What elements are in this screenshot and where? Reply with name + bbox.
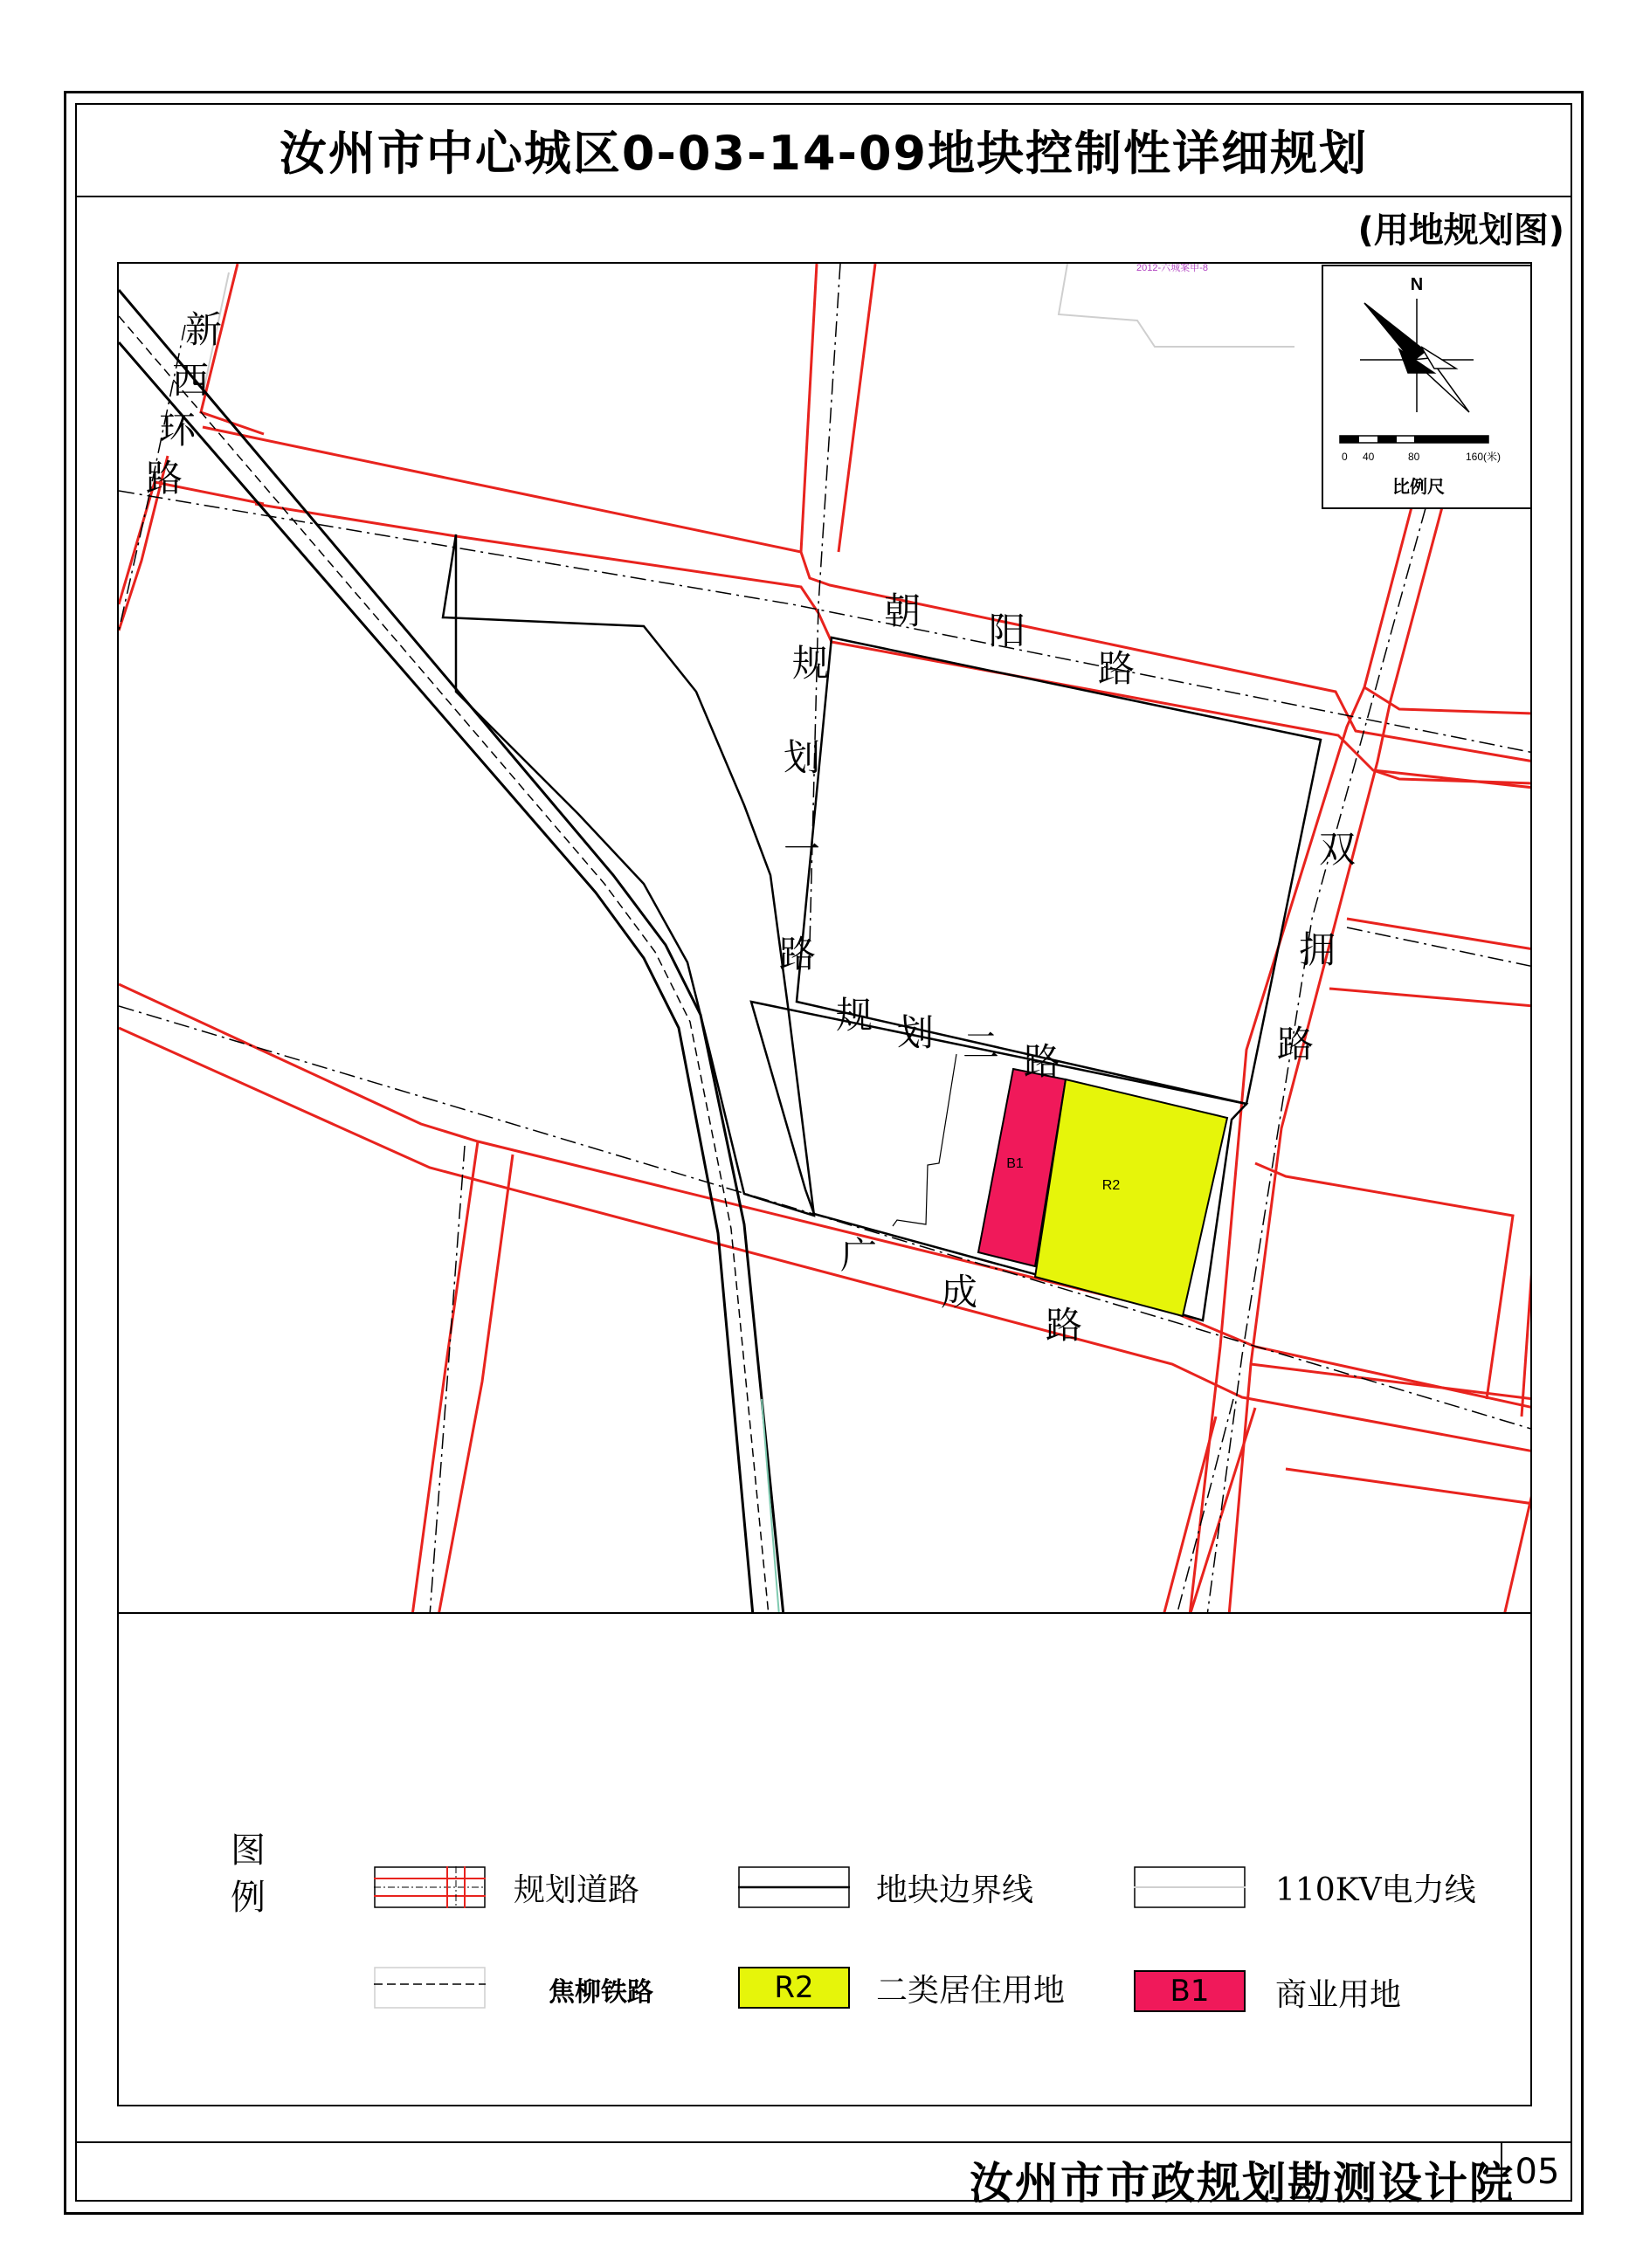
shuangyong-label-2: 拥 (1299, 928, 1336, 971)
block-north-east (797, 638, 1321, 1104)
guangcheng-label-3: 路 (1046, 1304, 1083, 1347)
adjacent-lot-outline (893, 1054, 956, 1226)
compass-and-scale (1322, 265, 1532, 508)
plot-b1-code: B1 (1006, 1156, 1024, 1171)
scale-tick-80: 80 (1408, 451, 1420, 463)
b1-swatch: B1 (1134, 1970, 1246, 2012)
guangcheng-label-1: 广 (840, 1234, 878, 1277)
legend-label-plot-boundary: 地块边界线 (876, 1872, 1034, 1908)
guihua1-label-1: 规 (792, 642, 830, 685)
legend-box (117, 1612, 1532, 2106)
plot-boundary-swatch (738, 1866, 850, 1908)
guangcheng-road-edge-north (119, 984, 1532, 1408)
shuangyong-label-3: 路 (1277, 1023, 1315, 1065)
plot-r2-code: R2 (1101, 1178, 1121, 1193)
shuangyong-label-1: 双 (1319, 828, 1357, 871)
chaoyang-label-1: 朝 (884, 589, 922, 632)
r2-swatch: R2 (738, 1967, 850, 2009)
background-cadastre (203, 264, 1294, 395)
xinxihuan-label-2: 西 (172, 359, 210, 402)
plot-r2 (1035, 1079, 1227, 1316)
guangcheng-road-edge-south (119, 1028, 1532, 1451)
chaoyang-label-3: 路 (1098, 647, 1136, 690)
scale-bar-icon (1340, 436, 1488, 443)
guihua2-label-2: 划 (897, 1011, 935, 1054)
scale-tick-0: 0 (1342, 451, 1348, 463)
guihua1-label-2: 划 (784, 736, 821, 779)
legend-label-planned-road: 规划道路 (514, 1872, 640, 1908)
footer-divider (75, 2141, 1572, 2143)
page-number: 05 (1501, 2141, 1572, 2202)
guihua2-label-3: 二 (963, 1024, 1000, 1067)
guihua1-label-4: 路 (779, 933, 817, 975)
shuangyong-road-edge-east (1229, 504, 1443, 1614)
map-canvas (119, 264, 1532, 1614)
xinxihuan-label-4: 路 (146, 457, 183, 500)
guihua1-label-3: 一 (784, 828, 821, 871)
legend-title-char-2: 例 (231, 1878, 266, 1918)
legend-label-railway: 焦柳铁路 (549, 1977, 653, 2008)
railway-swatch (374, 1967, 486, 2009)
legend-label-power-line: 110KV电力线 (1275, 1872, 1476, 1908)
guihua2-label-4: 路 (1024, 1040, 1061, 1083)
scale-tick-160: 160(米) (1466, 451, 1502, 463)
map-subtitle: (用地规划图) (1357, 210, 1564, 251)
page-title: 汝州市中心城区0-03-14-09地块控制性详细规划 (75, 103, 1572, 197)
xinxihuan-label-3: 环 (159, 409, 197, 452)
guangcheng-label-2: 成 (941, 1271, 978, 1313)
jiaoliu-railway (119, 290, 784, 1614)
legend-title-char-1: 图 (231, 1830, 266, 1871)
guihua1-road-edge-west (801, 264, 817, 552)
north-label: N (1410, 275, 1424, 294)
guihua1-road-edge-east (839, 264, 875, 552)
legend-title (229, 1827, 267, 1921)
chaoyang-label-2: 阳 (989, 610, 1026, 652)
scale-label: 比例尺 (1392, 478, 1445, 497)
scale-tick-40: 40 (1363, 451, 1375, 463)
xinxihuan-label-1: 新 (185, 308, 223, 351)
power-line-swatch (1134, 1866, 1246, 1908)
legend-label-r2: 二类居住用地 (876, 1973, 1066, 2009)
block-north-west (443, 534, 817, 1216)
land-use-map (117, 262, 1532, 1614)
footer-institute: 汝州市市政规划勘测设计院 (970, 2158, 1515, 2209)
guihua2-label-1: 规 (836, 994, 873, 1037)
top-note: 2012-六城案甲-8 (1136, 264, 1208, 273)
planned-road-swatch (374, 1866, 486, 1908)
legend-label-b1: 商业用地 (1275, 1977, 1402, 2013)
